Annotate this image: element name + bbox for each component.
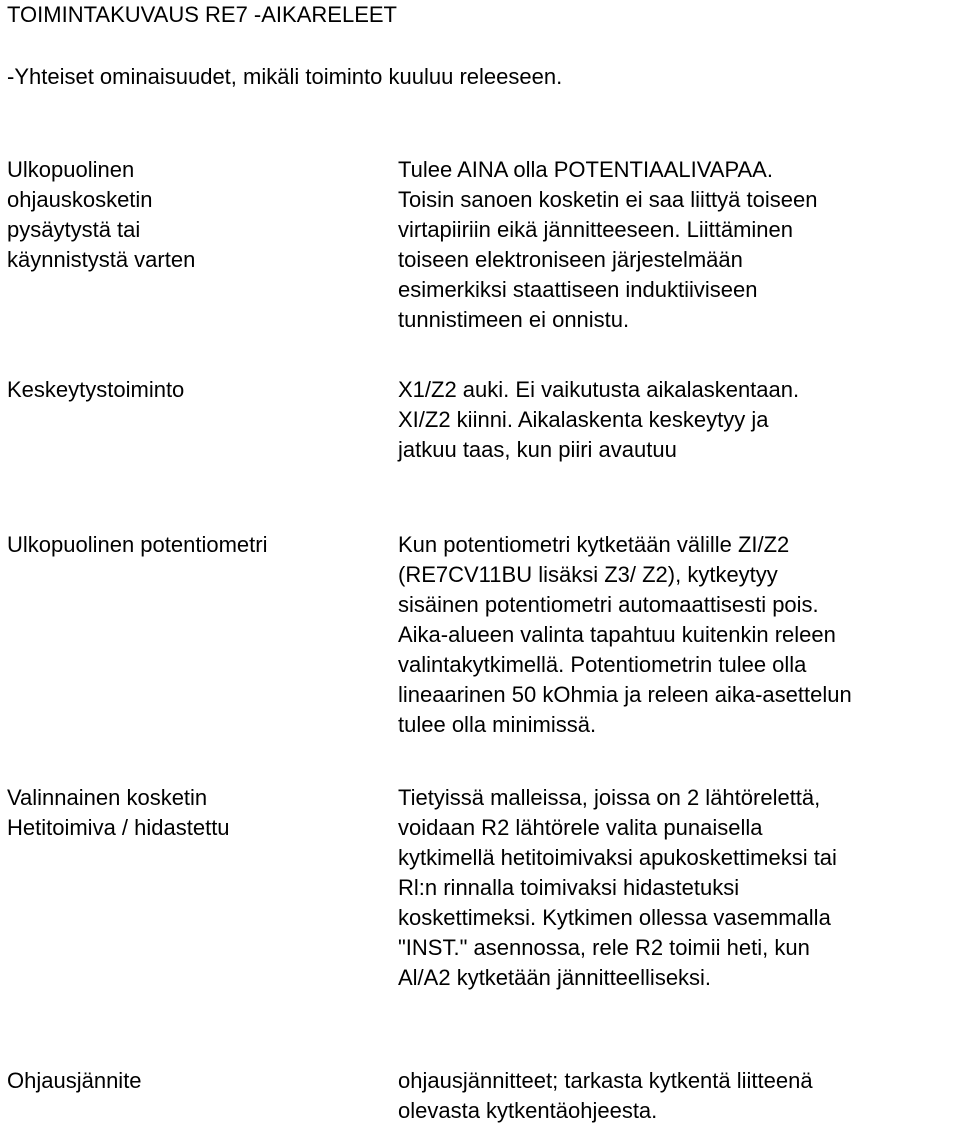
description-line: toiseen elektroniseen järjestelmään — [398, 247, 743, 272]
description-line: "INST." asennossa, rele R2 toimii heti, kun — [398, 935, 810, 960]
label-line: Valinnainen kosketin — [7, 785, 208, 810]
row-description-external-control-contact — [398, 155, 817, 335]
description-line: XI/Z2 kiinni. Aikalaskenta keskeytyy ja — [398, 407, 769, 432]
label-line: Ohjausjännite — [7, 1068, 142, 1093]
page-title: TOIMINTAKUVAUS RE7 -AIKARELEET — [7, 2, 397, 27]
row-label-interrupt-function — [7, 375, 184, 405]
description-line: tunnistimeen ei onnistu. — [398, 307, 630, 332]
description-line: voidaan R2 lähtörele valita punaisella — [398, 815, 763, 840]
label-line: ohjauskosketin — [7, 187, 153, 212]
row-label-external-control-contact — [7, 155, 195, 275]
row-description-interrupt-function — [398, 375, 799, 465]
description-line: Kun potentiometri kytketään välille ZI/Z2 — [398, 532, 790, 557]
row-label-external-potentiometer — [7, 530, 268, 560]
label-line: käynnistystä varten — [7, 247, 196, 272]
row-label-optional-contact — [7, 783, 230, 843]
description-line: Al/A2 kytketään jännitteelliseksi. — [398, 965, 712, 990]
description-line: Aika-alueen valinta tapahtuu kuitenkin releen — [398, 622, 836, 647]
description-line: olevasta kytkentäohjeesta. — [398, 1098, 658, 1123]
description-line: X1/Z2 auki. Ei vaikutusta aikalaskentaan. — [398, 377, 800, 402]
description-line: (RE7CV11BU lisäksi Z3/ Z2), kytkeytyy — [398, 562, 778, 587]
description-line: jatkuu taas, kun piiri avautuu — [398, 437, 677, 462]
description-line: esimerkiksi staattiseen induktiiviseen — [398, 277, 758, 302]
page-subtitle: -Yhteiset ominaisuudet, mikäli toiminto kuuluu releeseen. — [7, 64, 563, 89]
label-line: Hetitoimiva / hidastettu — [7, 815, 230, 840]
description-line: Toisin sanoen kosketin ei saa liittyä toiseen — [398, 187, 818, 212]
label-line: Keskeytystoiminto — [7, 377, 185, 402]
row-description-control-voltage — [398, 1066, 813, 1126]
row-label-control-voltage — [7, 1066, 142, 1096]
description-line: virtapiiriin eikä jännitteeseen. Liittäminen — [398, 217, 793, 242]
description-line: ohjausjännitteet; tarkasta kytkentä liitteenä — [398, 1068, 813, 1093]
description-line: sisäinen potentiometri automaattisesti pois. — [398, 592, 819, 617]
description-line: Tulee AINA olla POTENTIAALIVAPAA. — [398, 157, 773, 182]
label-line: pysäytystä tai — [7, 217, 141, 242]
description-line: lineaarinen 50 kOhmia ja releen aika-asettelun — [398, 682, 852, 707]
label-line: Ulkopuolinen potentiometri — [7, 532, 268, 557]
description-line: tulee olla minimissä. — [398, 712, 597, 737]
label-line: Ulkopuolinen — [7, 157, 135, 182]
row-description-external-potentiometer — [398, 530, 852, 740]
row-description-optional-contact — [398, 783, 837, 993]
description-line: Rl:n rinnalla toimivaksi hidastetuksi — [398, 875, 740, 900]
description-line: Tietyissä malleissa, joissa on 2 lähtörelettä, — [398, 785, 821, 810]
description-line: kytkimellä hetitoimivaksi apukoskettimeksi tai — [398, 845, 837, 870]
description-line: koskettimeksi. Kytkimen ollessa vasemmalla — [398, 905, 831, 930]
description-line: valintakytkimellä. Potentiometrin tulee olla — [398, 652, 807, 677]
